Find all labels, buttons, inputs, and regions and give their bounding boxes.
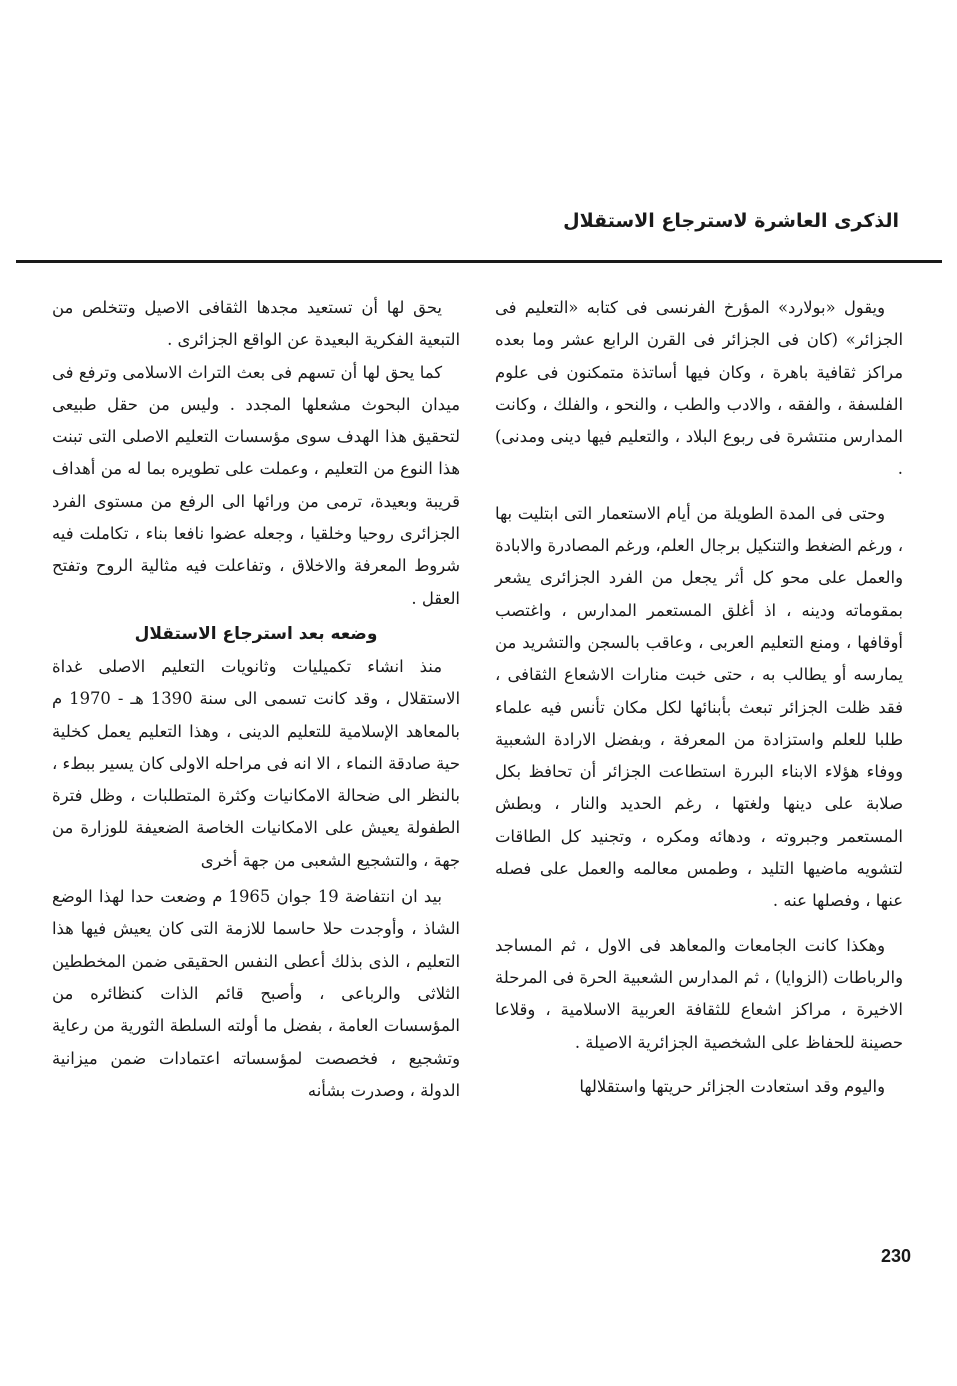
paragraph: وحتى فى المدة الطويلة من أيام الاستعمار التى ابتليت بها ، ورغم الضغط والتنكيل برجال العلم، ورغم المصادرة والابادة والعمل على محو كل أثر يجعل من الفرد الجزائرى يشعر بمقوماته ودينه ، اذ أغلق المستعمر المدارس ، واغتصب أوقافها ، ومنع التعليم العربى ، وعاقب بالسجن والتشريد من يمارسه أو يطالب به ، حتى خبت منارات الاشعاع الثقافى ، فقد ظلت الجزائر تبعث بأبنائها لكل مكان تأنس فيه علماء طلبا للعلم واستزادة من المعرفة ، وبفضل الارادة الشعبية ووفاء هؤلاء الابناء البررة استطاعت الجزائر أن تحافظ بكل صلابة على دينها ولغتها ، رغم الحديد والنار ، وبطش المستعمر وجبروته ، ودهائه ومكره ، وتجنيد كل الطاقات لتشويه ماضيها التليد ، وطمس معالمه والعمل على فصله عنها ، وفصلها عنه . bbox=[495, 503, 903, 911]
paragraph: ويقول «بولارد» المؤرخ الفرنسى فى كتابه «التعليم فى الجزائر» (كان فى الجزائر فى القرن الرابع عشر وما بعده مراكز ثقافية باهرة ، وكان فيها أساتذة متمكنون فى علوم الفلسفة ، والفقه ، والادب والطب ، والنحو ، والفلك ، وكانت المدارس منتشرة فى ربوع البلاد ، والتعليم فيها دينى ومدنى) . bbox=[495, 298, 903, 479]
paragraph: كما يحق لها أن تسهم فى بعث التراث الاسلامى وترفع فى ميدان البحوث مشعلها المجدد . وليس من حقل طبيعى لتحقيق هذا الهدف سوى مؤسسات التعليم الاصلى التى تبنت هذا النوع من التعليم ، وعملت على تطويره بما له من أهداف قريبة وبعيدة، ترمى من ورائها الى الرفع من مستوى الفرد الجزائرى روحيا وخلقيا ، وجعله عضوا نافعا بناء ، تكاملت فيه شروط المعرفة والاخلاق ، وتفاعلت فيه مثالية الروح وتفتح العقل . bbox=[52, 362, 460, 608]
paragraph: واليوم وقد استعادت الجزائر حريتها واستقلالها bbox=[579, 1076, 885, 1096]
page-number: 230 bbox=[880, 1246, 911, 1266]
paragraph: يحق لها أن تستعيد مجدها الثقافى الاصيل وتتخلص من التبعية الفكرية البعيدة عن الواقع الجزائرى . bbox=[52, 298, 460, 350]
section-heading: وضعه بعد استرجاع الاستقلال bbox=[134, 623, 378, 644]
paragraph: بيد ان انتفاضة 19 جوان 1965 م وضعت حدا لهذا الوضع الشاذ ، وأوجدت حلا حاسما للازمة التى كان يعيش فيها هذا التعليم ، الذى بذلك أعطى النفس الحقيقى ضمن المخططين الثلاثى والرباعى ، وأصبح قائم الذات كنظائره من المؤسسات العامة ، بفضل ما أولته السلطة الثورية من رعاية وتشجيع ، فخصصت لمؤسساته اعتمادات ضمن ميزانية الدولة ، وصدرت بشأنه bbox=[52, 887, 460, 1100]
left-column bbox=[52, 292, 460, 1107]
paragraph: منذ انشاء تكميليات وثانويات التعليم الاصلى غداة الاستقلال ، وقد كانت تسمى الى سنة 1390 هـ - 1970 م بالمعاهد الإسلامية للتعليم الدينى ، وهذا التعليم يعمل كخلية حية صادقة النماء ، الا انه فى مراحله الاولى كان يسير ببطء ، بالنظر الى ضحالة الامكانيات وكثرة المتطلبات ، وظل فترة الطفولة يعيش على الامكانيات الخاصة الضعيفة للوزارة من جهة ، والتشجيع الشعبى من جهة أخرى bbox=[52, 656, 460, 870]
header-rule bbox=[16, 260, 942, 263]
running-header-title: الذكرى العاشرة لاسترجاع الاستقلال bbox=[563, 210, 899, 232]
paragraph: وهكذا كانت الجامعات والمعاهد فى الاول ، ثم المساجد والرباطات (الزوايا) ، ثم المدارس الشعبية الحرة فى المرحلة الاخيرة ، مراكز اشعاع للثقافة العربية الاسلامية ، وقلاعا حصينة للحفاظ على الشخصية الجزائرية الاصيلة . bbox=[495, 935, 903, 1052]
right-column bbox=[495, 292, 903, 1103]
